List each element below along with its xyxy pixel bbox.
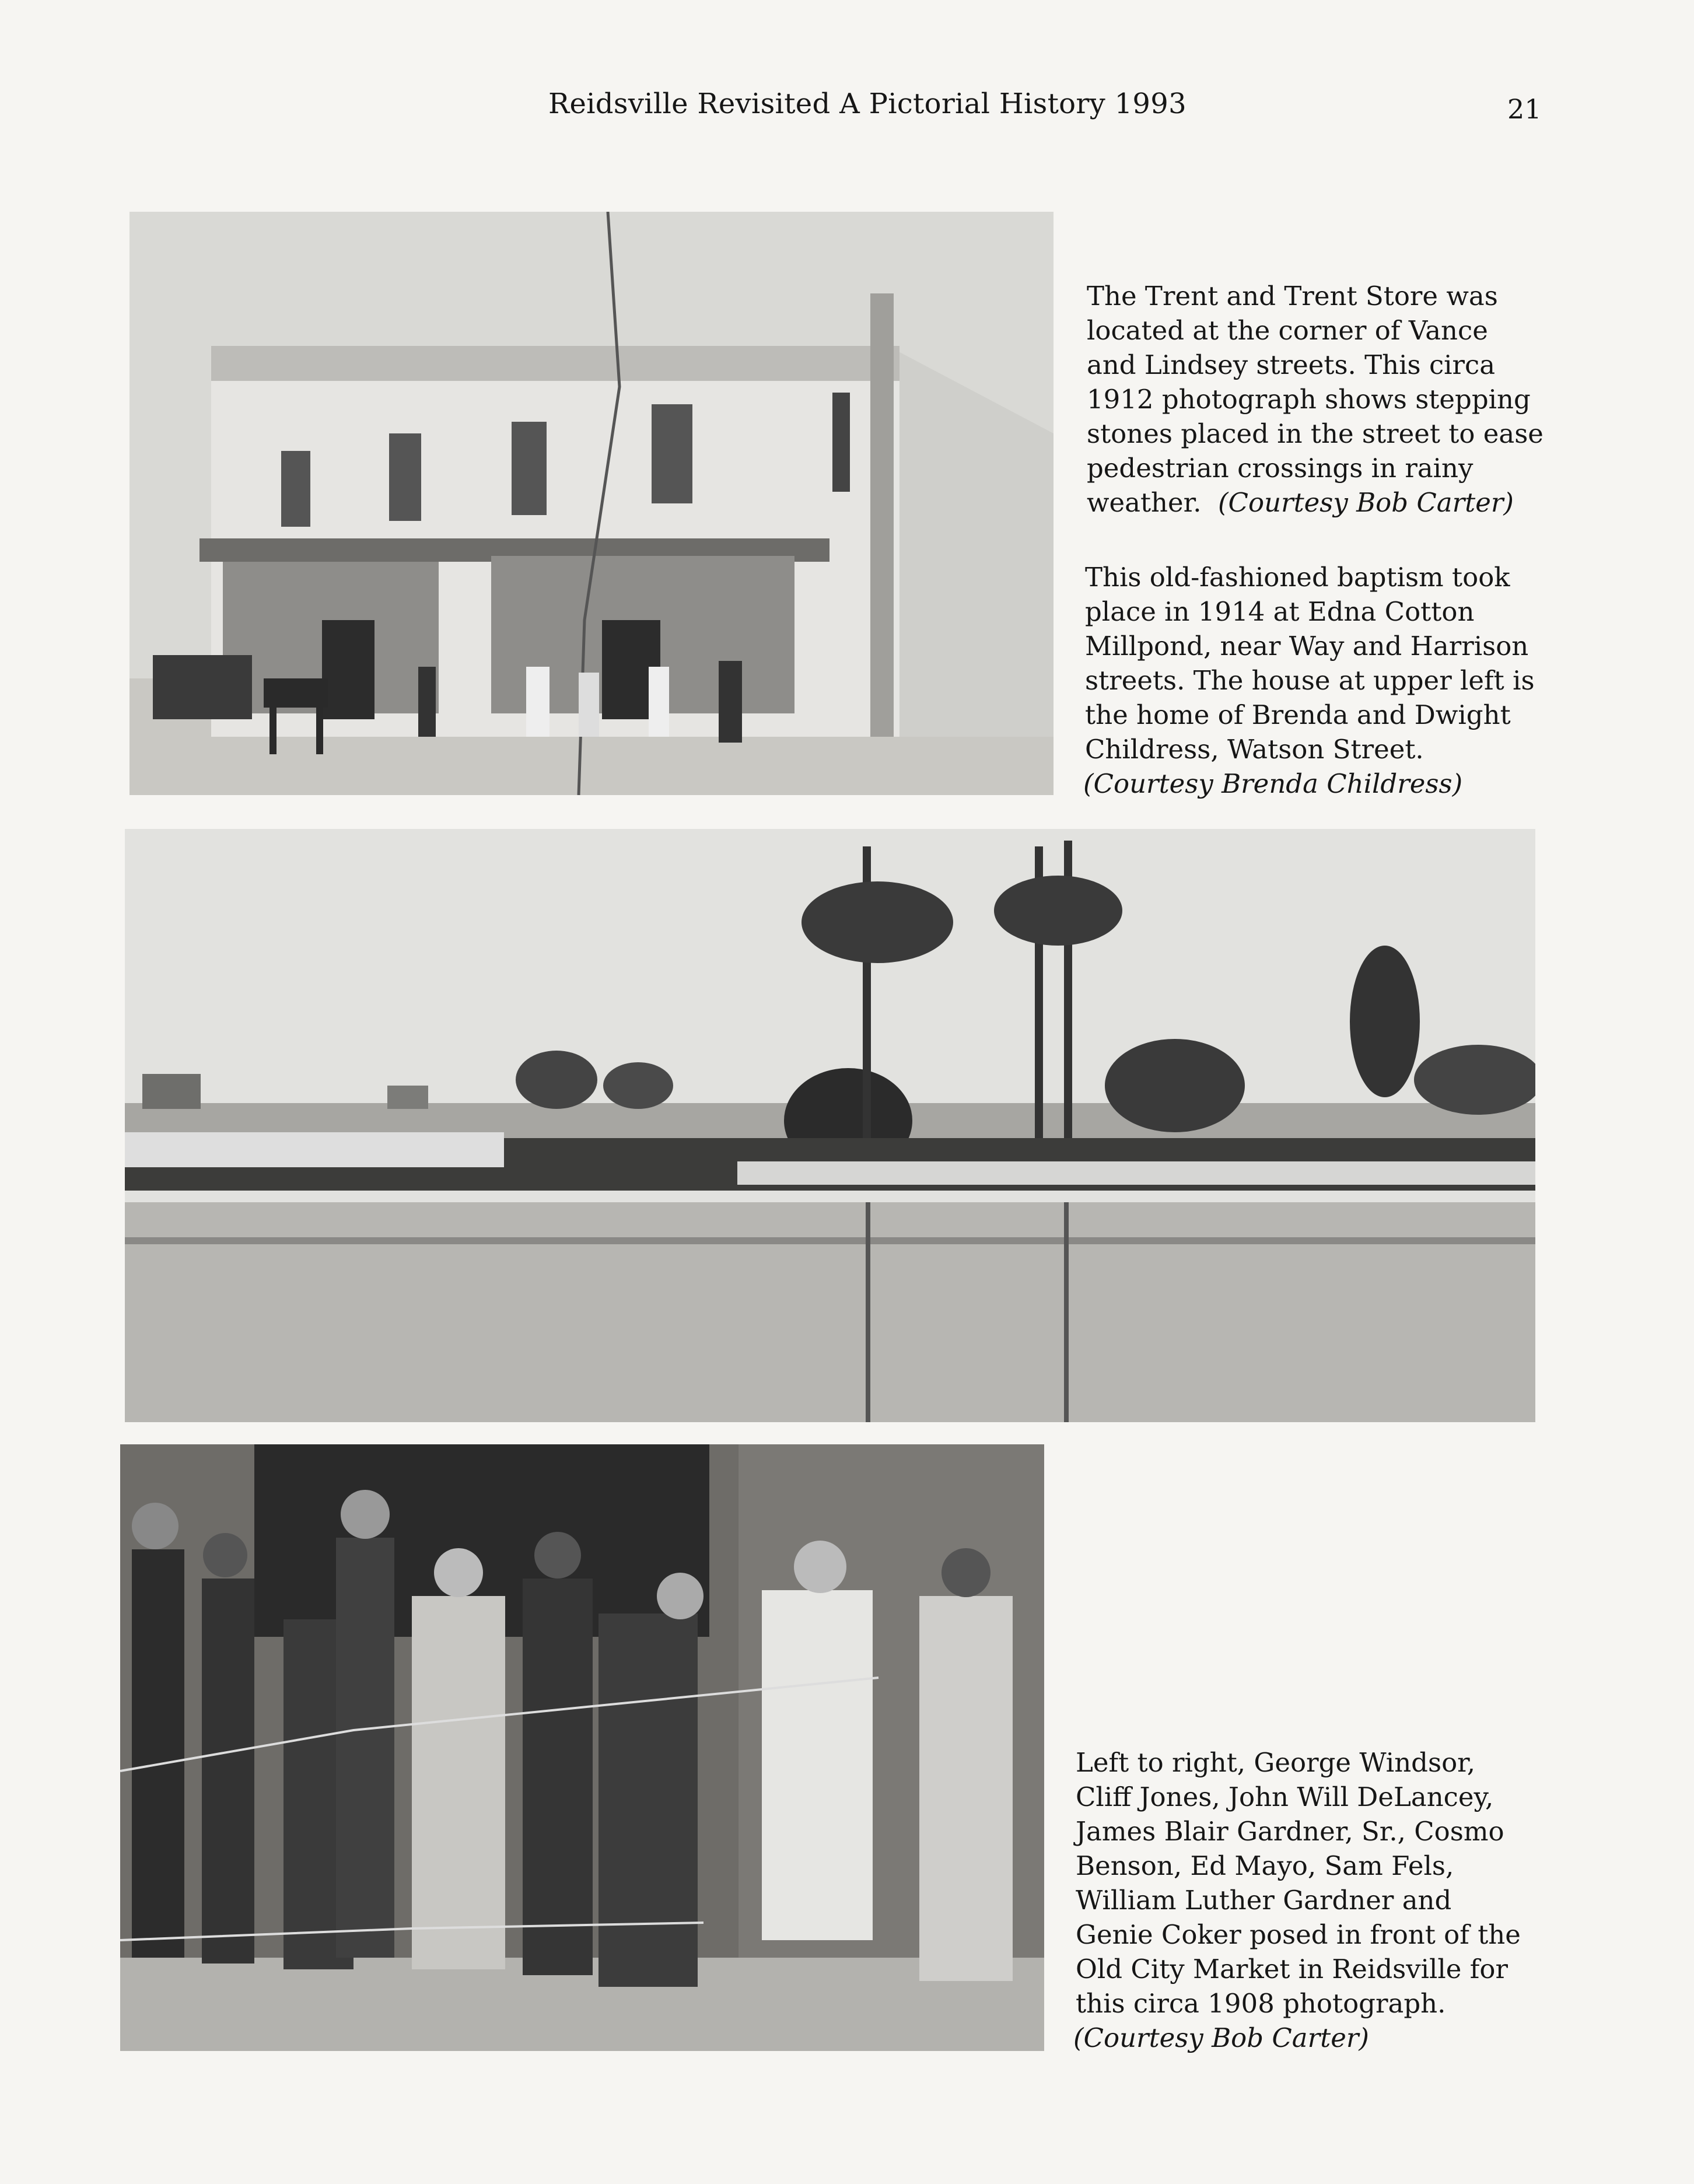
running-header: Reidsville Revisited A Pictorial History 1993 — [548, 88, 1186, 120]
baptism-photo-image — [125, 829, 1535, 1422]
store-photo-image — [130, 212, 1054, 795]
market-photo — [120, 1444, 1044, 2051]
store-caption: The Trent and Trent Store was located at the corner of Vance and Lindsey streets. This circa 1912 photograph shows stepping stones placed in the street to ease pedestrian crossings in rainy weather. — [1087, 281, 1544, 518]
baptism-credit: (Courtesy Brenda Childress) — [1083, 768, 1463, 799]
baptism-caption: This old-fashioned baptism took place in 1914 at Edna Cotton Millpond, near Way and Harrison streets. The house at upper left is the home of Brenda and Dwight Childress, Watson Street. — [1085, 562, 1535, 765]
market-credit: (Courtesy Bob Carter) — [1073, 2022, 1369, 2053]
page-number: 21 — [1507, 93, 1542, 125]
store-photo — [130, 212, 1054, 795]
market-photo-image — [120, 1444, 1044, 2051]
market-caption: Left to right, George Windsor, Cliff Jones, John Will DeLancey, James Blair Gardner, Sr., Cosmo Benson, Ed Mayo, Sam Fels, William Luther Gardner and Genie Coker posed in front of the Old City Market in Reidsville for this circa 1908 photograph. — [1076, 1747, 1521, 2019]
store-credit: (Courtesy Bob Carter) — [1218, 487, 1514, 518]
baptism-photo — [125, 829, 1535, 1422]
